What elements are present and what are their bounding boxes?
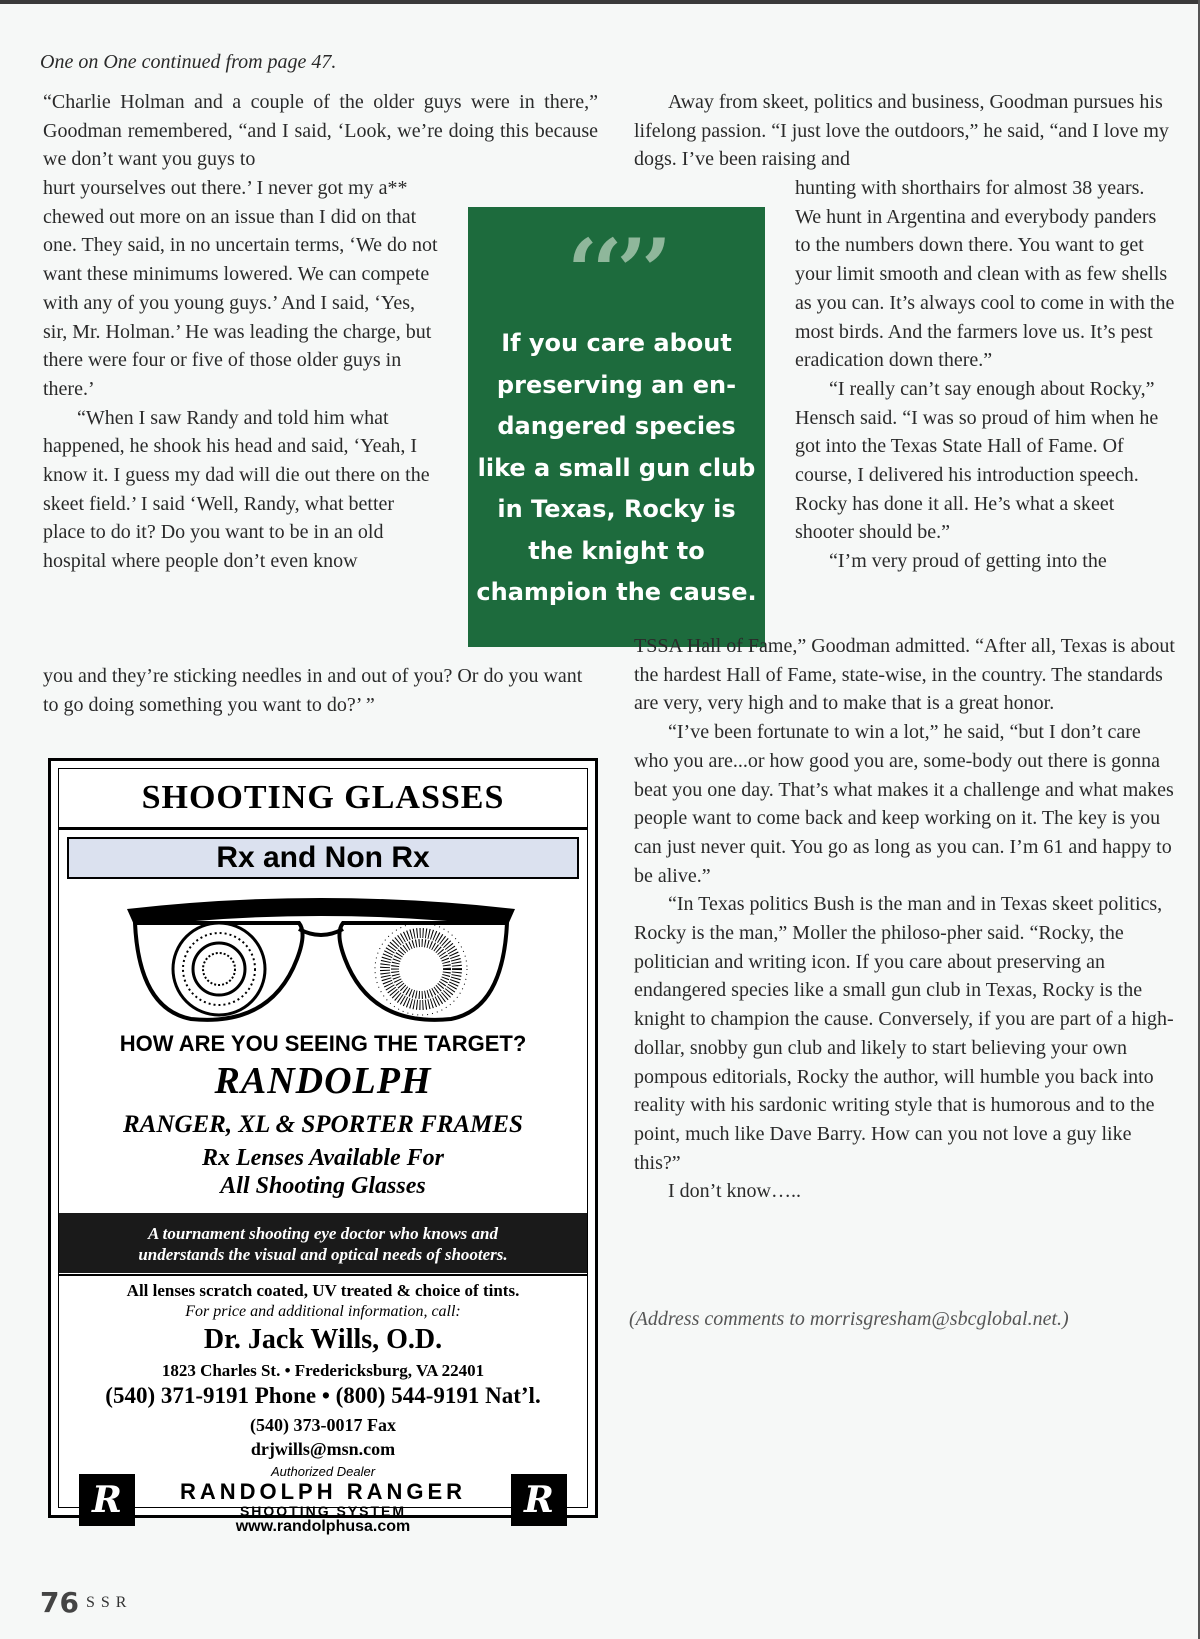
left-para-1: hurt yourselves out there.’ I never got my a** chewed out more on an issue than I did on that one. They said, in no uncertain terms, ‘We do not want these minimums lowered. We can compete with any of you young guys.’ And I said, ‘Yes, sir, Mr. Holman.’ He was leading the charge, but there were four or five of those older guys in there.’: [43, 177, 438, 400]
left-column-bottom: [43, 662, 598, 719]
right-para-3-cont: TSSA Hall of Fame,” Goodman admitted. “After all, Texas is about the hardest Hall of Fame, state-wise, in the country. The standards are very, very high and to make that is a great honor.: [634, 635, 1175, 715]
ad-divider: [59, 827, 587, 830]
ad-fax: (540) 373-0017 Fax: [250, 1415, 396, 1435]
shooting-glasses-ad: [48, 758, 598, 1535]
right-column-top: [634, 88, 1174, 174]
glasses-icon: [121, 889, 521, 1029]
ad-lenses-line-1: Rx Lenses Available For: [202, 1145, 444, 1171]
right-para-2: “I really can’t say enough about Rocky,” Hensch said. “I was so proud of him when he got into the Texas State Hall of Fame. Of course, I delivered his introduction speech. Rocky has done it all. He’s what a skeet shooter should be.”: [795, 377, 1159, 544]
right-para-4: “I’ve been fortunate to win a lot,” he said, “but I don’t care who you are...or how good you are, some-body out there is gonna beat you one day. That’s what makes it a challenge and what makes people want to come back and keep working on it. The key is you can just never quit. You go as long as you can. I’m 61 and happy to be alive.”: [634, 721, 1174, 887]
closing-address: (Address comments to morrisgresham@sbcglobal.net.): [629, 1308, 1069, 1330]
pull-quote: [468, 207, 765, 647]
ad-lenses-line-2: All Shooting Glasses: [220, 1173, 426, 1199]
left-column-narrow: [43, 174, 441, 576]
left-para-top: “Charlie Holman and a couple of the older guys were in there,” Goodman remembered, “and I said, ‘Look, we’re doing this because we don’t want you guys to: [43, 91, 598, 171]
page-number: 76: [40, 1586, 79, 1619]
left-para-bottom: you and they’re sticking needles in and out of you? Or do you want to go doing something you want to do?’ ”: [43, 665, 583, 716]
ad-info: For price and additional information, call:: [185, 1303, 461, 1320]
ad-brand: RANDOLPH: [214, 1060, 432, 1102]
ad-email: drjwills@msn.com: [250, 1439, 396, 1459]
right-para-1: hunting with shorthairs for almost 38 years. We hunt in Argentina and everybody panders to the numbers down there. You want to get your limit smooth and clean with as few shells as you can. It’s always cool to come in with the most birds. And the farmers love us. It’s pest eradication down there.”: [795, 177, 1175, 372]
ad-tagline-line-1: A tournament shooting eye doctor who knows and: [148, 1224, 498, 1243]
continued-note: One on One continued from page 47.: [40, 51, 337, 73]
ad-divider-2: [59, 1274, 587, 1276]
ad-lenses: [59, 1144, 587, 1200]
ad-doctor: Dr. Jack Wills, O.D.: [203, 1324, 443, 1355]
left-column-top: [43, 88, 598, 174]
ad-inner-frame: [58, 768, 588, 1535]
randolph-logo-icon: R: [79, 1474, 135, 1526]
ad-dealer-name: RANDOLPH RANGER: [179, 1479, 467, 1504]
ad-tagline-line-2: understands the visual and optical needs of shooters.: [138, 1245, 508, 1264]
left-para-2: “When I saw Randy and told him what happened, he shook his head and said, ‘Yeah, I know it. I guess my dad will die out there on the skeet field.’ I said ‘Well, Randy, what better place to do it? Do you want to be in an old hospital where people don’t even know: [43, 406, 430, 573]
pull-quote-text: If you care about preserving an en-dangered species like a small gun club in Texas, Rocky is the knight to champion the cause.: [476, 329, 757, 606]
right-para-top: Away from skeet, politics and business, Goodman pursues his lifelong passion. “I just love the outdoors,” he said, “and I love my dogs. I’ve been raising and: [634, 91, 1169, 171]
ad-question: HOW ARE YOU SEEING THE TARGET?: [119, 1031, 527, 1056]
ad-tagline: [59, 1213, 587, 1273]
ad-dealer-label: Authorized Dealer: [270, 1464, 376, 1479]
ad-website: www.randolphusa.com: [235, 1518, 411, 1535]
page-top-edge: [0, 0, 1200, 4]
quote-marks-icon: ‘‘’’: [567, 219, 666, 323]
ad-frames: RANGER, XL & SPORTER FRAMES: [123, 1111, 523, 1138]
ad-dealer-sub: SHOOTING SYSTEM: [239, 1503, 407, 1519]
ad-phones: (540) 371-9191 Phone • (800) 544-9191 Nat’l.: [105, 1383, 541, 1408]
magazine-name: SSR: [86, 1594, 133, 1611]
ad-coatings: All lenses scratch coated, UV treated & choice of tints.: [126, 1281, 520, 1300]
right-para-6: I don’t know…..: [668, 1180, 801, 1203]
ad-title: SHOOTING GLASSES: [141, 779, 505, 816]
right-column-bottom: [634, 632, 1179, 1206]
ad-subtitle: Rx and Non Rx: [67, 837, 579, 879]
ad-address: 1823 Charles St. • Fredericksburg, VA 22401: [161, 1361, 485, 1380]
right-para-5: “In Texas politics Bush is the man and in Texas skeet politics, Rocky is the man,” Moller the philoso-pher said. “Rocky, the politician and writing icon. If you care about preserving an endangered species like a small gun club in Texas, Rocky is the knight to champion the cause. Conversely, if you are part of a high-dollar, snobby gun club and likely to start believing your own pompous editorials, Rocky the author, will humble you back into reality with his sardonic writing style that is humorous and to the point, much like Dave Barry. How can you not love a guy like this?”: [634, 893, 1174, 1174]
right-para-3-start: “I’m very proud of getting into the: [829, 550, 1107, 573]
randolph-logo-icon: R: [511, 1474, 567, 1526]
right-column-narrow: [795, 174, 1175, 576]
